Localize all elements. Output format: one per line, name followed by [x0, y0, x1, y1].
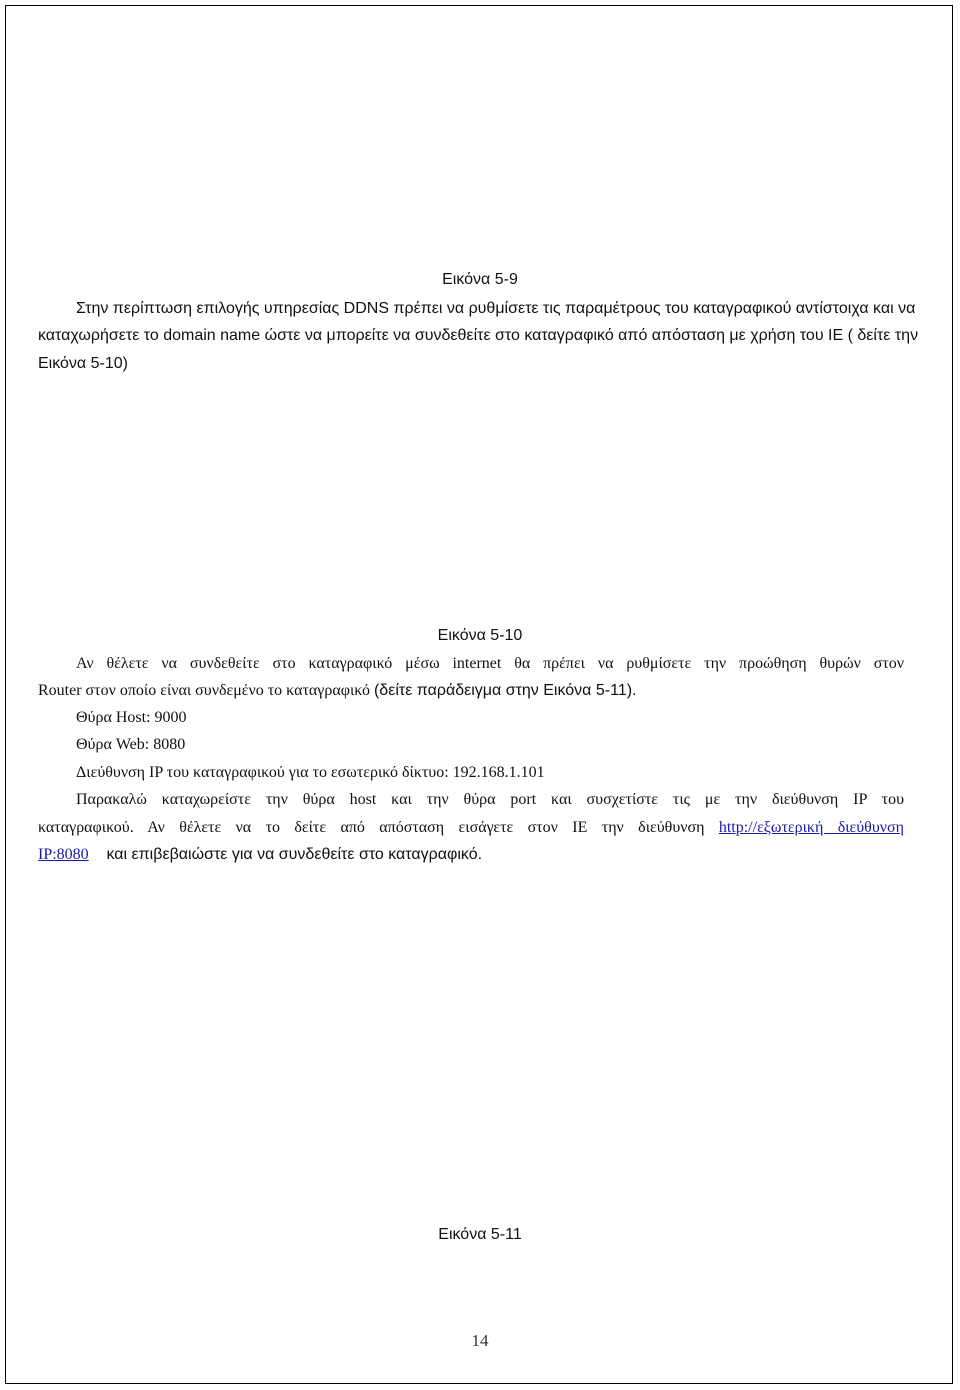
host-port-line: Θύρα Host: 9000: [76, 709, 187, 726]
page-number: 14: [471, 1331, 489, 1350]
figure-caption-5-10: Εικόνα 5-10: [437, 627, 523, 644]
forwarding-paragraph-line-1: Αν θέλετε να συνδεθείτε στο καταγραφικό μέσω internet θα πρέπει να ρυθμίσετε την προώθηση θυρών στον: [76, 655, 904, 672]
remote-paragraph-line-2: [38, 818, 904, 838]
ddns-paragraph-line-2: καταχωρήσετε το domain name ώστε να μπορείτε να συνδεθείτε στο καταγραφικό από απόσταση με χρήση του IE ( δείτε την: [38, 327, 919, 344]
forwarding-paragraph-line-2: [38, 681, 904, 701]
remote-text: καταγραφικού. Αν θέλετε να το δείτε από απόσταση εισάγετε στον IE την διεύθυνση: [38, 819, 719, 836]
ddns-paragraph-line-1: Στην περίπτωση επιλογής υπηρεσίας DDNS πρέπει να ρυθμίσετε τις παραμέτρους του καταγραφικού αντίστοιχα και να: [76, 300, 916, 317]
web-port-line: Θύρα Web: 8080: [76, 736, 186, 753]
ddns-paragraph-line-3: Εικόνα 5-10): [38, 355, 128, 372]
remote-url-port-link[interactable]: IP:8080: [38, 846, 89, 863]
remote-url-link[interactable]: http://εξωτερική διεύθυνση: [718, 819, 904, 836]
figure-caption-5-11: Εικόνα 5-11: [438, 1226, 522, 1243]
remote-paragraph-line-1: Παρακαλώ καταχωρείστε την θύρα host και την θύρα port και συσχετίστε τις με την διεύθυνση IP του: [76, 791, 904, 808]
figure-caption-5-9: Εικόνα 5-9: [442, 271, 518, 288]
remote-paragraph-line-3: [38, 845, 904, 865]
forwarding-text-serif: Router στον οποίο είναι συνδεμένο το καταγραφικό: [38, 682, 374, 699]
confirm-text: και επιβεβαιώστε για να συνδεθείτε στο καταγραφικό.: [88, 846, 483, 863]
ip-address-line: Διεύθυνση IP του καταγραφικού για το εσωτερικό δίκτυο: 192.168.1.101: [76, 764, 545, 781]
forwarding-text-sans: (δείτε παράδειγμα στην Εικόνα 5-11).: [373, 682, 637, 699]
